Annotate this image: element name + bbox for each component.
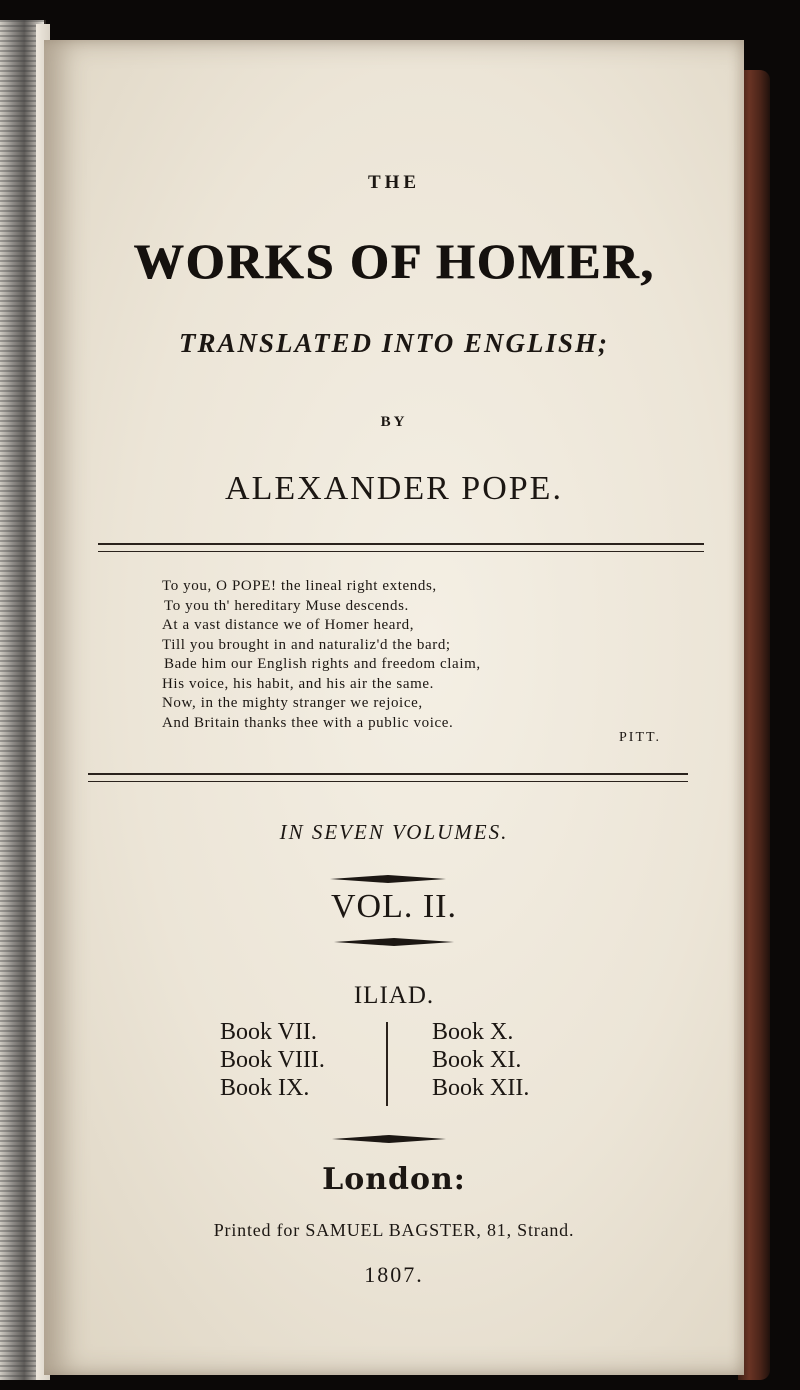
ornament-rule-below-volume [334,937,454,947]
verse-line: To you, O POPE! the lineal right extends, [162,578,437,594]
main-title: WORKS OF HOMER, [133,233,655,289]
volumes-note: IN SEVEN VOLUMES. [279,820,509,844]
ornament-rule-above-volume [330,874,446,884]
book-entry: Book VII. [220,1019,317,1045]
double-rule-bottom [88,773,688,782]
double-rule-top [98,543,704,552]
work-title: ILIAD. [353,982,435,1009]
title-page [44,40,744,1375]
epigraph-verse [162,577,602,733]
title-article: THE [367,172,421,193]
imprint-place: London: [322,1162,466,1197]
book-entry: Book XI. [432,1047,522,1073]
verse-line: His voice, his habit, and his air the same. [162,675,434,692]
verse-attribution: PITT. [619,730,662,745]
imprint-year: 1807. [364,1262,424,1287]
imprint-printer: Printed for SAMUEL BAGSTER, 81, Strand. [213,1220,575,1240]
verse-line: At a vast distance we of Homer heard, [162,617,415,633]
verse-line: Till you brought in and naturaliz'd the bard; [162,636,451,653]
verse-line: And Britain thanks thee with a public voice. [162,714,454,731]
books-divider [386,1022,388,1106]
subtitle: TRANSLATED INTO ENGLISH; [178,328,610,358]
book-entry: Book VIII. [220,1047,325,1073]
by-line: BY [380,414,408,430]
books-list-right [432,1018,529,1102]
volume-number: VOL. II. [330,888,458,925]
book-entry: Book X. [432,1019,514,1045]
ornament-rule-above-imprint [332,1134,446,1144]
verse-line: Now, in the mighty stranger we rejoice, [162,695,423,711]
books-list-left [220,1018,325,1102]
verse-line: Bade him our English rights and freedom claim, [164,656,481,672]
book-entry: Book IX. [220,1075,310,1101]
book-entry: Book XII. [432,1075,530,1101]
author-name: ALEXANDER POPE. [225,470,563,507]
verse-line: To you th' hereditary Muse descends. [164,597,409,614]
